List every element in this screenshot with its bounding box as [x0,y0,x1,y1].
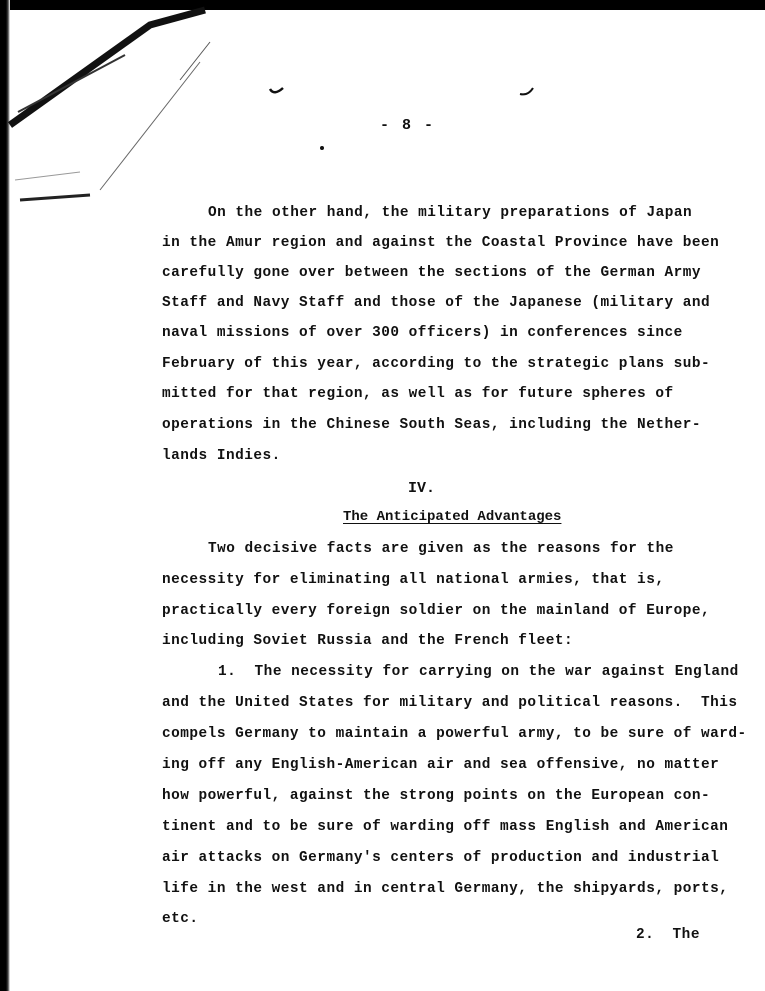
text-line: On the other hand, the military preparations of Japan [208,205,693,221]
text-line: 1. The necessity for carrying on the war against England [218,664,739,680]
text-line: etc. [162,911,199,927]
text-line: practically every foreign soldier on the mainland of Europe, [162,603,711,619]
scan-mark-right [518,86,536,98]
text-line: air attacks on Germany's centers of production and industrial [162,850,720,866]
page-number: - 8 - [380,117,436,134]
continuation-marker: 2. The [636,927,700,943]
text-line: tinent and to be sure of warding off mass English and American [162,819,729,835]
text-line: operations in the Chinese South Seas, including the Nether- [162,417,702,433]
ink-speck [320,146,324,150]
text-line: ing off any English-American air and sea offensive, no matter [162,757,720,773]
text-line: lands Indies. [162,448,281,464]
section-number: IV. [408,480,436,497]
text-line: life in the west and in central Germany, the shipyards, ports, [162,881,729,897]
text-line: in the Amur region and against the Coastal Province have been [162,235,720,251]
text-line: mitted for that region, as well as for future spheres of [162,386,674,402]
scan-artifact-fold [0,0,240,220]
text-line: including Soviet Russia and the French fleet: [162,633,574,649]
scan-mark-left [268,86,286,98]
text-line: naval missions of over 300 officers) in conferences since [162,325,683,341]
text-line: Staff and Navy Staff and those of the Japanese (military and [162,295,711,311]
text-line: Two decisive facts are given as the reasons for the [208,541,674,557]
text-line: compels Germany to maintain a powerful army, to be sure of ward- [162,726,747,742]
text-line: and the United States for military and political reasons. This [162,695,738,711]
text-line: carefully gone over between the sections of the German Army [162,265,702,281]
text-line: how powerful, against the strong points on the European con- [162,788,711,804]
text-line: necessity for eliminating all national armies, that is, [162,572,665,588]
section-title: The Anticipated Advantages [343,509,562,525]
text-line: February of this year, according to the strategic plans sub- [162,356,711,372]
